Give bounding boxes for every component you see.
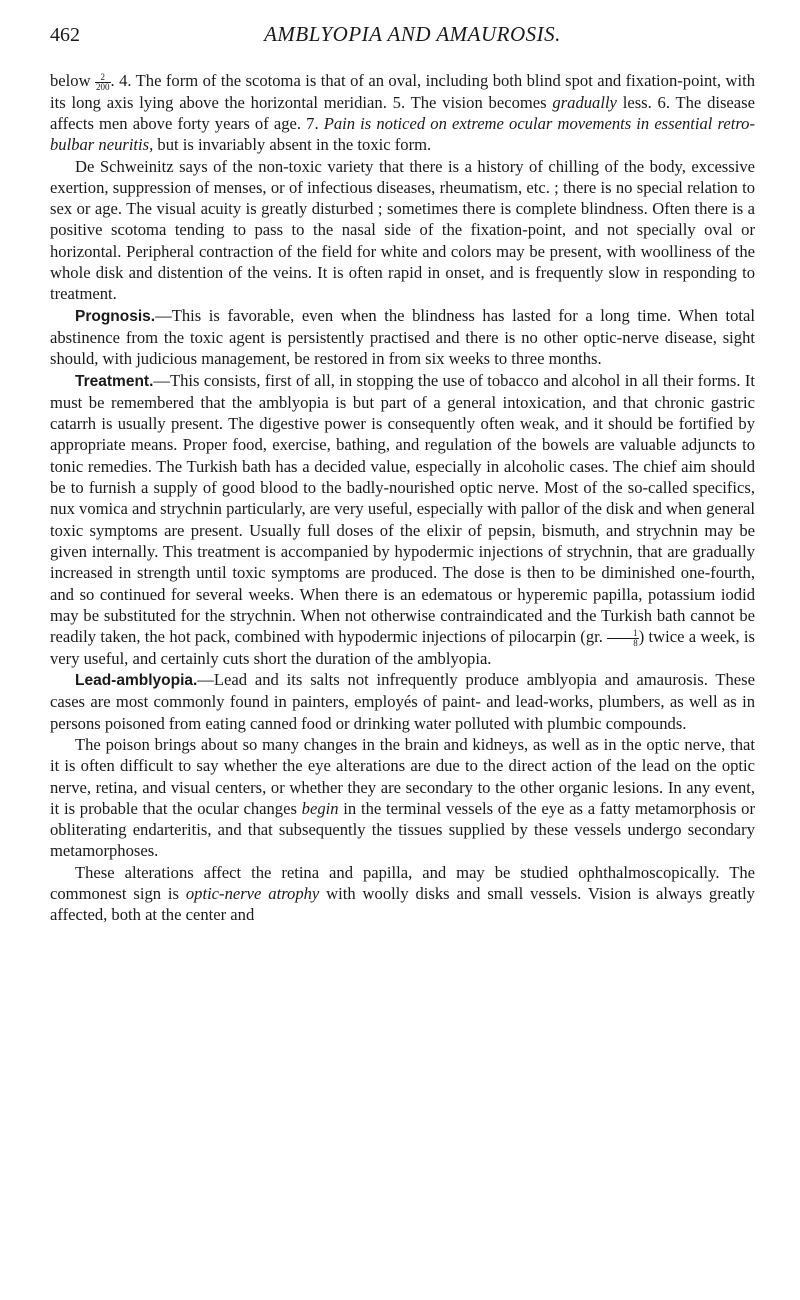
text-span: —This consists, first of all, in stopping the use of tobacco and alcohol in all their forms. It must be remembered that the amblyopia is but part of a general intoxication, and that chronic gastric catarrh is usually present. The digestive power is consequently often weak, and it should be fortified by appropriate means. Proper food, exercise, bathing, and regulation of the bowels are valuable adjuncts to tonic remedies. The Turkish bath has a decided value, especially in alcoholic cases. The chief aim should be to furnish a supply of good blood to the badly-nourished optic nerve. Most of the so-called specifics, nux vomica and strychnin particularly, are very useful, especially with pallor of the disk and when general toxic symptoms are present. Usually full doses of the elixir of pepsin, bismuth, and strychnin may be given internally. This treatment is accompanied by hypodermic injections of strychnin, that are gradually increased in strength until toxic symptoms are produced. The dose is then to be diminished one-fourth, and so continued for several weeks. When there is an edematous or hyperemic papilla, potassium iodid may be substituted for the strychnin. When not otherwise contraindicated and the Turkish bath cannot be readily taken, the hot pack, combined with hypodermic injections of pilocarpin (gr. [50, 370, 755, 647]
text-span: These alterations affect the retina and papilla, and may be studied ophthalmoscopically. The commonest sign is [50, 862, 755, 904]
page-body [50, 70, 755, 926]
text-span: with woolly disks and small vessels. Vision is always greatly affected, both at the center and [50, 884, 755, 925]
fraction-numerator: 1 [607, 629, 639, 639]
paragraph-poison-changes [50, 734, 755, 862]
fraction-denominator: 8 [633, 637, 638, 648]
paragraph-treatment [50, 370, 755, 670]
italic-text: optic-nerve atrophy [185, 884, 320, 904]
running-title: AMBLYOPIA AND AMAUROSIS. [264, 22, 561, 46]
text-span: . 4. The form of the scotoma is that of an oval, including both blind spot and fixation-point, with its long axis lying above the horizontal meridian. 5. The vision becomes [50, 71, 755, 112]
paragraph-de-schweinitz: De Schweinitz says of the non-toxic variety that there is a history of chilling of the body, excessive exertion, suppression of menses, or of infectious diseases, rheumatism, etc. ; there is no special relation to sex or age. The visual acuity is greatly disturbed ; sometimes there is complete blindness. Often there is a positive scotoma tending to pass to the nasal side of the fixation-point, and not specially oval or horizontal. Peripheral contraction of the field for white and colors may be present, with woolliness of the whole disk and distention of the veins. It is often rapid in onset, and is frequently slow in responding to treatment. [50, 156, 755, 304]
section-heading-treatment: Treatment. [75, 372, 154, 390]
paragraph-symptoms-continued [50, 70, 755, 156]
italic-text: begin [301, 798, 339, 818]
italic-text: gradually [552, 92, 617, 112]
text-span: less. 6. The disease affects men above forty years of age. 7. [50, 92, 755, 133]
paragraph-prognosis [50, 305, 755, 370]
page-number: 462 [50, 24, 80, 46]
fraction [607, 629, 639, 648]
page-header [50, 20, 755, 50]
section-heading-lead-amblyopia: Lead-amblyopia. [75, 672, 198, 690]
paragraph-alterations [50, 862, 755, 926]
fraction-denominator: 200 [96, 81, 110, 92]
text-span: ) twice a week, is very useful, and certainly cuts short the duration of the amblyopia. [50, 627, 755, 668]
paragraph-lead-amblyopia [50, 669, 755, 734]
text-span: The poison brings about so many changes in the brain and kidneys, as well as in the optic nerve, that it is often difficult to say whether the eye alterations are due to the direct action of the lead on the optic nerve, retina, and visual centers, or whether they are secondary to the other organic lesions. In any event, it is probable that the ocular changes [50, 734, 755, 818]
fraction [95, 73, 111, 92]
text-span: —This is favorable, even when the blindness has lasted for a long time. When total abstinence from the toxic agent is persistently practised and there is no other optic-nerve disease, sight should, with judicious management, be restored in from six weeks to three months. [50, 305, 755, 369]
fraction-numerator: 2 [95, 73, 111, 83]
text-span: below [50, 71, 91, 90]
text-span: —Lead and its salts not infrequently produce amblyopia and amaurosis. These cases are most commonly found in painters, employés of paint- and lead-works, plumbers, as well as in persons poisoned from eating canned food or drinking water polluted with plumbic compounds. [50, 670, 755, 733]
section-heading-prognosis: Prognosis. [75, 307, 156, 325]
text-span: but is invariably absent in the toxic form. [153, 135, 432, 155]
book-page [50, 20, 755, 926]
italic-text: Pain is noticed on extreme ocular movements in essential retro-bulbar neuritis, [50, 113, 755, 155]
text-span: in the terminal vessels of the eye as a fatty metamorphosis or obliterating endarteritis, and that subsequently the tissues supplied by these vessels undergo secondary metamorphoses. [50, 798, 755, 861]
